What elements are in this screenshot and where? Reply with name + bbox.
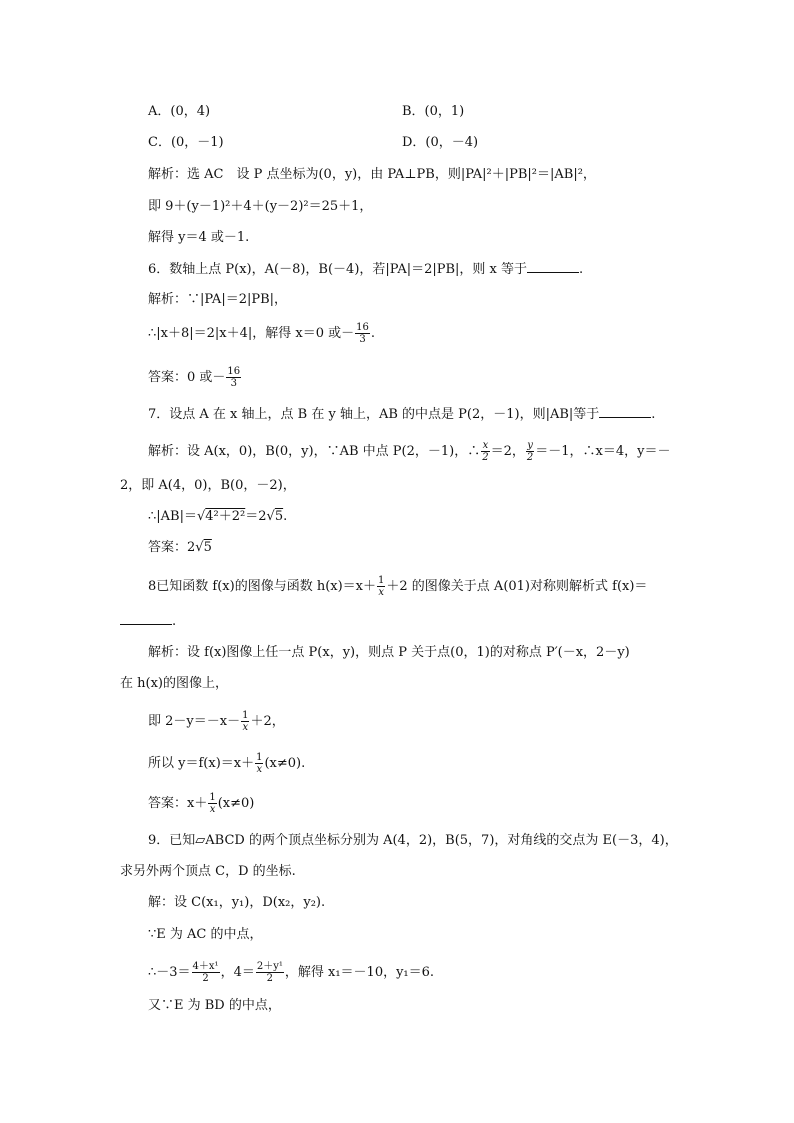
q8-question-post: ＋2 的图像关于点 A(01)对称则解析式 f(x)＝ [386, 579, 648, 594]
fraction [241, 710, 249, 733]
fraction-denominator: x [378, 587, 385, 598]
q6-answer [148, 366, 242, 389]
fraction [255, 752, 263, 775]
fraction-denominator: 2 [202, 973, 209, 984]
fraction-numerator: 1 [209, 792, 216, 803]
fraction [192, 961, 220, 984]
fraction-numerator: 1 [242, 710, 249, 721]
fraction-numerator: 2＋y¹ [256, 961, 283, 972]
fraction [377, 575, 385, 598]
q6-question-text: 6．数轴上点 P(x)，A(－8)，B(－4)，若|PA|＝2|PB|，则 x 等于 [148, 262, 528, 277]
option-c: C．(0，－1) [148, 135, 224, 150]
q7-question-text: 7．设点 A 在 x 轴上，点 B 在 y 轴上，AB 的中点是 P(2，－1)，则|AB|等于 [148, 407, 600, 422]
q8-question-end: . [172, 614, 177, 629]
fraction-numerator: 4＋x¹ [192, 961, 219, 972]
fraction-denominator: 3 [230, 378, 237, 389]
fraction [355, 322, 370, 345]
fraction [481, 440, 489, 463]
q6-analysis-line-1: 解析：∵|PA|＝2|PB|， [148, 292, 288, 307]
fraction-numerator: 16 [356, 322, 369, 333]
option-d: D．(0，－4) [402, 135, 479, 150]
q7-analysis-3-post: . [283, 509, 288, 524]
fraction-numerator: y [527, 440, 533, 451]
q5-analysis-line-1: 解析：选 AC 设 P 点坐标为(0，y)，由 PA⊥PB，则|PA|²＋|PB|²＝|AB|²， [148, 167, 596, 182]
sqrt-radicand: 5 [274, 509, 284, 524]
q9-sol-3-post: ，解得 x₁＝－10，y₁＝6. [284, 965, 435, 980]
fraction [226, 366, 241, 389]
q7-analysis-line-1 [148, 440, 670, 463]
q7-analysis-line-2: 2，即 A(4，0)，B(0，－2)， [120, 478, 296, 493]
q9-question-line-2: 求另外两个顶点 C，D 的坐标. [120, 864, 296, 879]
answer-blank [120, 612, 172, 625]
fraction-numerator: 1 [378, 575, 385, 586]
q5-analysis-line-3: 解得 y＝4 或－1. [148, 230, 250, 245]
q6-analysis-2-post: . [370, 326, 376, 341]
q7-analysis-3-pre: ∴|AB|＝ [148, 509, 197, 524]
q8-analysis-3-post: ＋2， [250, 714, 285, 729]
fraction [208, 792, 216, 815]
q7-analysis-1-pre: 解析：设 A(x，0)，B(0，y)，∵AB 中点 P(2，－1)，∴ [148, 444, 481, 459]
fraction-denominator: x [209, 804, 216, 815]
fraction-numerator: 16 [227, 366, 241, 377]
fraction-denominator: 3 [359, 334, 366, 345]
q8-analysis-line-1: 解析：设 f(x)图像上任一点 P(x，y)，则点 P 关于点(0，1)的对称点 P′(－x，2－y) [148, 645, 630, 660]
q6-analysis-line-2 [148, 322, 375, 345]
q9-sol-3-mid: ，4＝ [220, 965, 255, 980]
q7-analysis-1-post: ＝－1，∴x＝4，y＝－ [535, 444, 671, 459]
answer-blank [599, 405, 651, 418]
q8-question-pre: 8已知函数 f(x)的图像与函数 h(x)＝x＋ [148, 579, 377, 594]
q8-analysis-3-pre: 即 2－y＝－x－ [148, 714, 241, 729]
q8-analysis-4-pre: 所以 y＝f(x)＝x＋ [148, 756, 255, 771]
fraction-denominator: 2 [266, 973, 274, 984]
sqrt-sign: √ [195, 540, 204, 555]
q8-analysis-4-post: (x≠0). [264, 756, 306, 771]
q8-analysis-line-4 [148, 752, 305, 775]
option-b: B．(0，1) [402, 104, 465, 119]
fraction-numerator: x [482, 440, 489, 451]
q8-answer-pre: 答案：x＋ [148, 796, 208, 811]
option-a: A．(0，4) [148, 104, 211, 119]
q8-answer-post: (x≠0) [217, 796, 255, 811]
sqrt-radicand: 5 [203, 540, 212, 555]
q6-analysis-2-pre: ∴|x＋8|＝2|x＋4|，解得 x＝0 或－ [148, 326, 355, 341]
q7-analysis-line-3 [148, 508, 287, 526]
fraction-denominator: x [256, 764, 263, 775]
fraction-denominator: 2 [526, 452, 534, 463]
q8-question-line-1 [148, 575, 647, 598]
q9-sol-3-pre: ∴－3＝ [148, 965, 191, 980]
q9-solution-line-1: 解：设 C(x₁，y₁)，D(x₂，y₂). [148, 895, 326, 910]
q6-question [148, 260, 583, 279]
q9-solution-line-2: ∵E 为 AC 的中点， [148, 927, 263, 942]
sqrt-sign: √ [196, 509, 206, 524]
fraction-denominator: 2 [482, 452, 489, 463]
q8-question-line-2 [120, 612, 176, 631]
fraction [256, 961, 284, 984]
q9-solution-line-4: 又∵E 为 BD 的中点， [148, 998, 281, 1013]
q7-question-end: . [651, 407, 656, 422]
q7-question [148, 405, 655, 424]
fraction-numerator: 1 [256, 752, 263, 763]
q7-answer-pre: 答案：2 [148, 540, 196, 555]
q7-analysis-3-mid: ＝2 [245, 509, 267, 524]
q6-question-end: . [579, 262, 584, 277]
q8-answer [148, 792, 254, 815]
sqrt-radicand: 4²＋2² [205, 509, 246, 524]
q7-analysis-1-mid: ＝2， [490, 444, 525, 459]
q9-solution-line-3 [148, 961, 434, 984]
fraction-denominator: x [242, 722, 249, 733]
q5-analysis-line-2: 即 9＋(y－1)²＋4＋(y－2)²＝25＋1， [148, 199, 373, 214]
sqrt-sign: √ [266, 509, 275, 524]
q9-question-line-1: 9．已知▱ABCD 的两个顶点坐标分别为 A(4，2)，B(5，7)，对角线的交点为 E(－3，4)， [148, 833, 678, 848]
q6-answer-pre: 答案：0 或－ [148, 370, 226, 385]
q7-answer [148, 539, 212, 557]
answer-blank [527, 260, 579, 273]
fraction [526, 440, 534, 463]
q8-analysis-line-2: 在 h(x)的图像上， [120, 676, 228, 691]
q8-analysis-line-3 [148, 710, 285, 733]
